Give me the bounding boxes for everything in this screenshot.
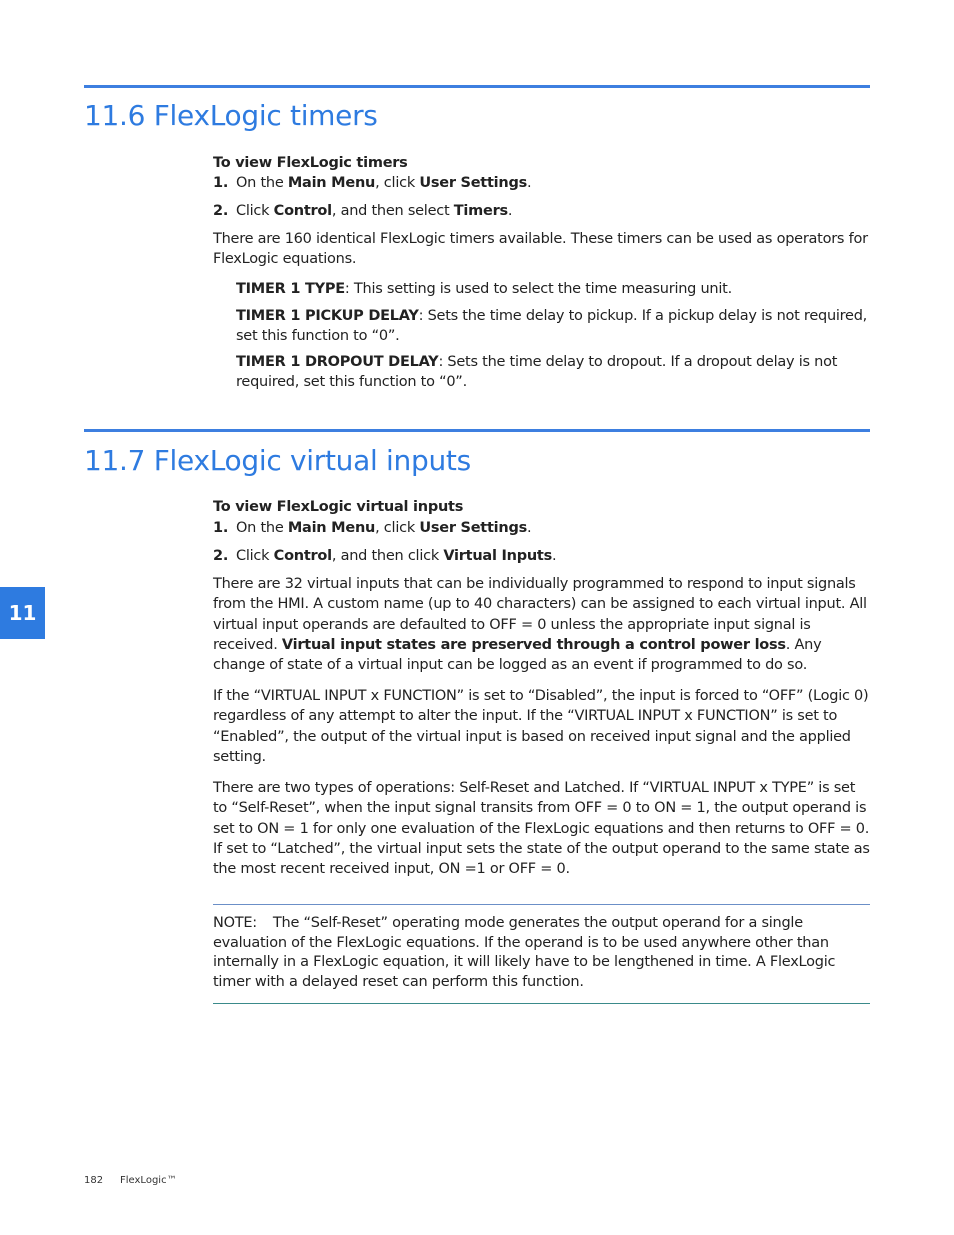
step-number: 1. [213,520,229,536]
section-rule-11-6 [84,85,870,88]
section-heading-11-7: 11.7 FlexLogic virtual inputs [84,444,471,477]
procedure-title-text: To view FlexLogic timers [213,155,408,171]
virtual-inputs-paragraph-1: There are 32 virtual inputs that can be individually programmed to respond to input signals from the HMI. A custom name (up to 40 characters) can be assigned to each virtual input. All virtual input operands are defaulted to OFF = 0 unless the appropriate input signal is received. Virtual input states are preserved through a control power loss. Any change of state of a virtual input can be logged as an event if programmed to do so. [213,576,867,674]
step-text: Click Control, and then click Virtual Inputs. [236,548,557,564]
virtual-inputs-paragraph-2: If the “VIRTUAL INPUT x FUNCTION” is set to “Disabled”, the input is forced to “OFF” (Logic 0) regardless of any attempt to alter the input. If the “VIRTUAL INPUT x FUNCTION” is set to “Enabled”, the output of the virtual input is based on received input signal and the applied setting. [213,688,869,765]
note-text: The “Self-Reset” operating mode generates the output operand for a single evaluation of the FlexLogic equations. If the operand is to be used anywhere other than internally in a FlexLogic equation, it will likely have to be lengthened in time. A FlexLogic timer with a delayed reset can perform this function. [213,915,836,990]
menu-user-settings: User Settings [419,175,527,191]
menu-virtual-inputs: Virtual Inputs [443,548,552,564]
menu-control: Control [273,203,332,219]
section-rule-11-7 [84,429,870,432]
timers-intro-paragraph: There are 160 identical FlexLogic timers available. These timers can be used as operators for FlexLogic equations. [213,231,868,268]
step-number: 2. [213,203,229,219]
step-number: 2. [213,548,229,564]
emphasis-preserved-states: Virtual input states are preserved through a control power loss [281,636,786,653]
setting-timer-dropout-delay: TIMER 1 DROPOUT DELAY: Sets the time delay to dropout. If a dropout delay is not required, set this function to “0”. [236,354,838,391]
menu-main-menu: Main Menu [287,175,376,191]
procedure-title-virtual-inputs [213,497,873,517]
setting-timer-type: TIMER 1 TYPE: This setting is used to select the time measuring unit. [236,281,732,297]
page-number: 182 [84,1175,104,1186]
step-text: On the Main Menu, click User Settings. [236,520,532,536]
step-text: On the Main Menu, click User Settings. [236,175,532,191]
note-rule-bottom [213,1003,870,1004]
menu-control: Control [273,548,332,564]
chapter-tab: 11 [0,587,45,639]
menu-timers: Timers [453,203,508,219]
menu-main-menu: Main Menu [287,520,376,536]
menu-user-settings: User Settings [419,520,527,536]
step-text: Click Control, and then select Timers. [236,203,513,219]
procedure-title-timers [213,153,873,173]
section-heading-11-6: 11.6 FlexLogic timers [84,99,378,132]
note-box [213,914,868,992]
virtual-inputs-paragraph-3: There are two types of operations: Self-Reset and Latched. If “VIRTUAL INPUT x TYPE” is set to “Self-Reset”, when the input signal transits from OFF = 0 to ON = 1, the output operand is set to ON = 1 for only one evaluation of the FlexLogic equations and then returns to OFF = 0. If set to “Latched”, the virtual input sets the state of the output operand to the same state as the most recent received input, ON =1 or OFF = 0. [213,780,870,878]
setting-name: TIMER 1 DROPOUT DELAY [236,354,439,370]
note-label: NOTE: [213,915,257,931]
setting-name: TIMER 1 TYPE [236,281,345,297]
footer-product-name: FlexLogic™ [120,1175,177,1186]
step-number: 1. [213,175,229,191]
note-rule-top [213,904,870,905]
setting-name: TIMER 1 PICKUP DELAY [236,308,419,324]
setting-timer-pickup-delay: TIMER 1 PICKUP DELAY: Sets the time delay to pickup. If a pickup delay is not required, set this function to “0”. [236,308,868,345]
procedure-title-text: To view FlexLogic virtual inputs [213,499,464,515]
